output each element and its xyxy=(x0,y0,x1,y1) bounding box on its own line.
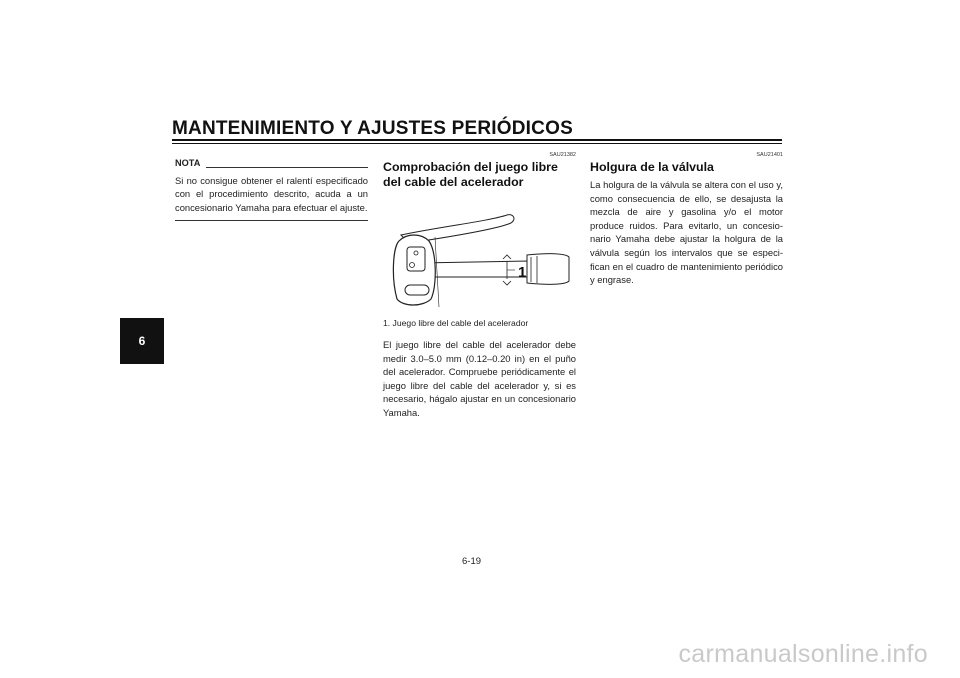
throttle-body-text: El juego libre del cable del acelerador debe medir 3.0–5.0 mm (0.12–0.20 in) en el puño del acelerador. Compruebe periódicamente el juego libre del cable del acelerador y, si es necesario, hágalo ajustar en un concesionario Yamaha. xyxy=(383,339,576,418)
note-end-rule xyxy=(175,220,368,221)
title-rule-thin xyxy=(172,143,782,144)
page-title: MANTENIMIENTO Y AJUSTES PERIÓDICOS xyxy=(172,118,573,139)
throttle-grip-illustration xyxy=(379,207,575,307)
note-header xyxy=(175,157,368,171)
section-code: SAU21382 xyxy=(549,152,576,158)
chapter-tab: 6 xyxy=(120,318,164,364)
figure-callout: 1 xyxy=(518,264,527,281)
note-column xyxy=(175,157,368,221)
valve-body-text: La holgura de la válvula se altera con el uso y, como consecuencia de ello, se desajusta la mezcla de aire y gasolina y/o el motor produce ruidos. Para evitarlo, un concesionario Yamaha debe ajustar la holgura de la válvula según los intervalos que se especifican en el cuadro de mantenimiento periódico y engrase. xyxy=(590,179,783,286)
section-code: SAU21401 xyxy=(756,152,783,158)
watermark: carmanualsonline.info xyxy=(678,640,928,668)
page-number: 6-19 xyxy=(462,556,482,567)
figure-caption: 1. Juego libre del cable del acelerador xyxy=(383,318,529,328)
throttle-section xyxy=(383,152,576,420)
note-rule xyxy=(206,167,368,168)
valve-section xyxy=(590,152,783,287)
note-label: NOTA xyxy=(175,158,201,168)
section-heading: Comprobación del juego libre del cable del acelerador xyxy=(383,160,558,189)
title-rule xyxy=(172,139,782,141)
section-heading: Holgura de la válvula xyxy=(590,160,714,174)
note-text: Si no consigue obtener el ralentí especificado con el procedimiento descrito, acuda a un concesionario Yamaha para efectuar el ajuste. xyxy=(175,174,368,213)
